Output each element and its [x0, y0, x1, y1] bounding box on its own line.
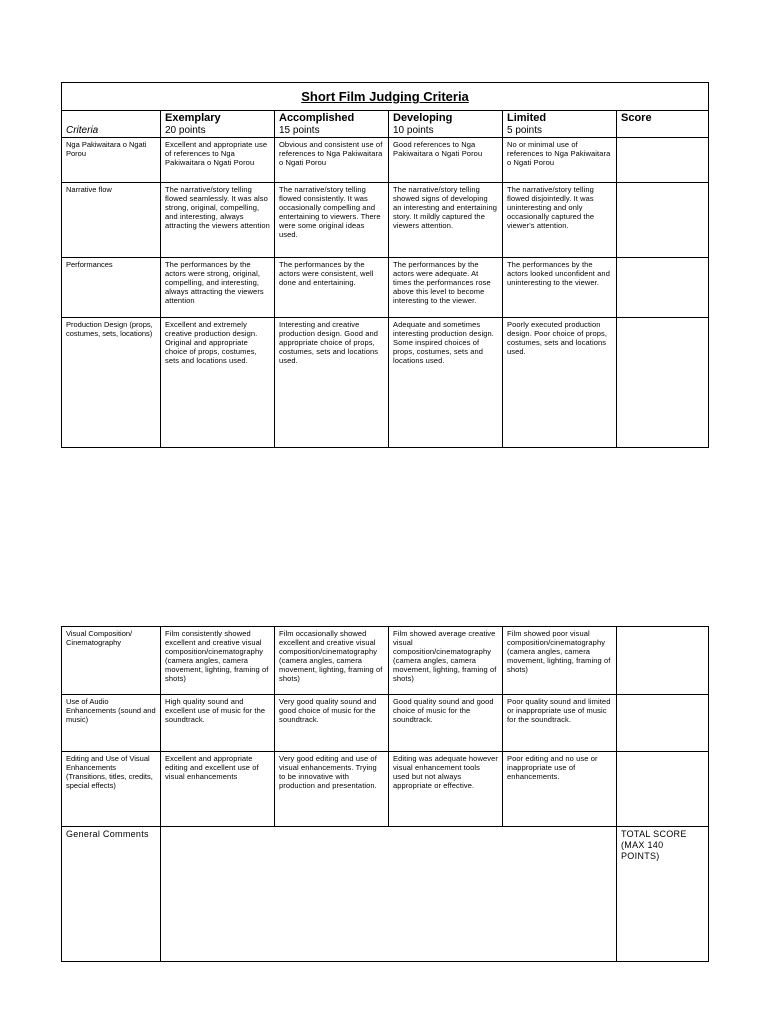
- header-developing: Developing: [389, 111, 503, 126]
- row-label: Production Design (props, costumes, sets, locations): [62, 318, 161, 448]
- cell-accomplished: Film occasionally showed excellent and creative visual composition/cinematography (camera angles, camera movement, lighting, framing of shots): [275, 627, 389, 695]
- total-score-label: TOTAL SCORE (MAX 140 POINTS): [617, 827, 709, 962]
- cell-accomplished: The performances by the actors were consistent, well done and entertaining.: [275, 258, 389, 318]
- judging-criteria-table: [61, 82, 709, 448]
- score-cell[interactable]: [617, 752, 709, 827]
- cell-accomplished: Interesting and creative production design. Good and appropriate choice of props, costumes, sets and locations used.: [275, 318, 389, 448]
- table-row: [62, 183, 709, 258]
- score-cell[interactable]: [617, 138, 709, 183]
- cell-developing: Editing was adequate however visual enhancement tools used but not always appropriate or effective.: [389, 752, 503, 827]
- general-comments-field[interactable]: [161, 827, 617, 962]
- cell-limited: Poor quality sound and limited or inappropriate use of music for the soundtrack.: [503, 695, 617, 752]
- general-comments-label: General Comments: [62, 827, 161, 962]
- points-exemplary: 20 points: [161, 125, 275, 138]
- cell-developing: Good quality sound and good choice of music for the soundtrack.: [389, 695, 503, 752]
- header-blank: [62, 111, 161, 126]
- row-label: Nga Pakiwaitara o Ngati Porou: [62, 138, 161, 183]
- cell-exemplary: Film consistently showed excellent and creative visual composition/cinematography (camera angles, camera movement, lighting, framing of shots): [161, 627, 275, 695]
- cell-developing: Good references to Nga Pakiwaitara o Ngati Porou: [389, 138, 503, 183]
- points-limited: 5 points: [503, 125, 617, 138]
- cell-limited: Film showed poor visual composition/cinematography (camera angles, camera movement, lighting, framing of shots): [503, 627, 617, 695]
- table-row: [62, 627, 709, 695]
- score-cell[interactable]: [617, 695, 709, 752]
- table-row: [62, 752, 709, 827]
- row-label: Editing and Use of Visual Enhancements (Transitions, titles, credits, special effects): [62, 752, 161, 827]
- table-row: [62, 695, 709, 752]
- cell-limited: The performances by the actors looked unconfident and uninteresting to the viewer.: [503, 258, 617, 318]
- cell-accomplished: Obvious and consistent use of references to Nga Pakiwaitara o Ngati Porou: [275, 138, 389, 183]
- row-label: Visual Composition/ Cinematography: [62, 627, 161, 695]
- page-title: Short Film Judging Criteria: [62, 83, 709, 111]
- cell-developing: The performances by the actors were adequate. At times the performances rose above this level to become interesting to the viewer.: [389, 258, 503, 318]
- score-cell[interactable]: [617, 318, 709, 448]
- cell-exemplary: The performances by the actors were strong, original, compelling, and interesting, always attracting the viewers attention: [161, 258, 275, 318]
- table-row: [62, 258, 709, 318]
- header-row: [62, 111, 709, 126]
- score-cell[interactable]: [617, 627, 709, 695]
- judging-criteria-table-continued: [61, 626, 709, 962]
- cell-exemplary: Excellent and appropriate editing and excellent use of visual enhancements: [161, 752, 275, 827]
- table-row: [62, 318, 709, 448]
- score-cell[interactable]: [617, 258, 709, 318]
- header-accomplished: Accomplished: [275, 111, 389, 126]
- cell-limited: Poorly executed production design. Poor choice of props, costumes, sets and locations used.: [503, 318, 617, 448]
- header-score: Score: [617, 111, 709, 126]
- cell-developing: The narrative/story telling showed signs of developing an interesting and entertaining story. It mildly captured the viewers attention.: [389, 183, 503, 258]
- points-row: [62, 125, 709, 138]
- cell-limited: Poor editing and no use or inappropriate use of enhancements.: [503, 752, 617, 827]
- cell-accomplished: Very good quality sound and good choice of music for the soundtrack.: [275, 695, 389, 752]
- table-row: [62, 138, 709, 183]
- cell-limited: No or minimal use of references to Nga Pakiwaitara o Ngati Porou: [503, 138, 617, 183]
- cell-developing: Film showed average creative visual composition/cinematography (camera angles, camera movement, lighting, framing of shots): [389, 627, 503, 695]
- cell-exemplary: High quality sound and excellent use of music for the soundtrack.: [161, 695, 275, 752]
- row-label: Performances: [62, 258, 161, 318]
- cell-accomplished: The narrative/story telling flowed consistently. It was occasionally compelling and entertaining to viewers. There were some original ideas used.: [275, 183, 389, 258]
- cell-developing: Adequate and sometimes interesting production design. Some inspired choices of props, costumes, sets and locations used.: [389, 318, 503, 448]
- header-limited: Limited: [503, 111, 617, 126]
- score-cell[interactable]: [617, 183, 709, 258]
- header-exemplary: Exemplary: [161, 111, 275, 126]
- points-developing: 10 points: [389, 125, 503, 138]
- cell-exemplary: Excellent and appropriate use of references to Nga Pakiwaitara o Ngati Porou: [161, 138, 275, 183]
- cell-exemplary: Excellent and extremely creative production design. Original and appropriate choice of props, costumes, sets and locations used.: [161, 318, 275, 448]
- cell-accomplished: Very good editing and use of visual enhancements. Trying to be innovative with production and presentation.: [275, 752, 389, 827]
- points-accomplished: 15 points: [275, 125, 389, 138]
- general-comments-row: [62, 827, 709, 962]
- row-label: Narrative flow: [62, 183, 161, 258]
- criteria-label: Criteria: [62, 125, 161, 138]
- cell-exemplary: The narrative/story telling flowed seamlessly. It was also strong, original, compelling, and interesting, always attracting the viewers attention: [161, 183, 275, 258]
- points-score: [617, 125, 709, 138]
- row-label: Use of Audio Enhancements (sound and music): [62, 695, 161, 752]
- cell-limited: The narrative/story telling flowed disjointedly. It was uninteresting and only occasionally captured the viewer's attention.: [503, 183, 617, 258]
